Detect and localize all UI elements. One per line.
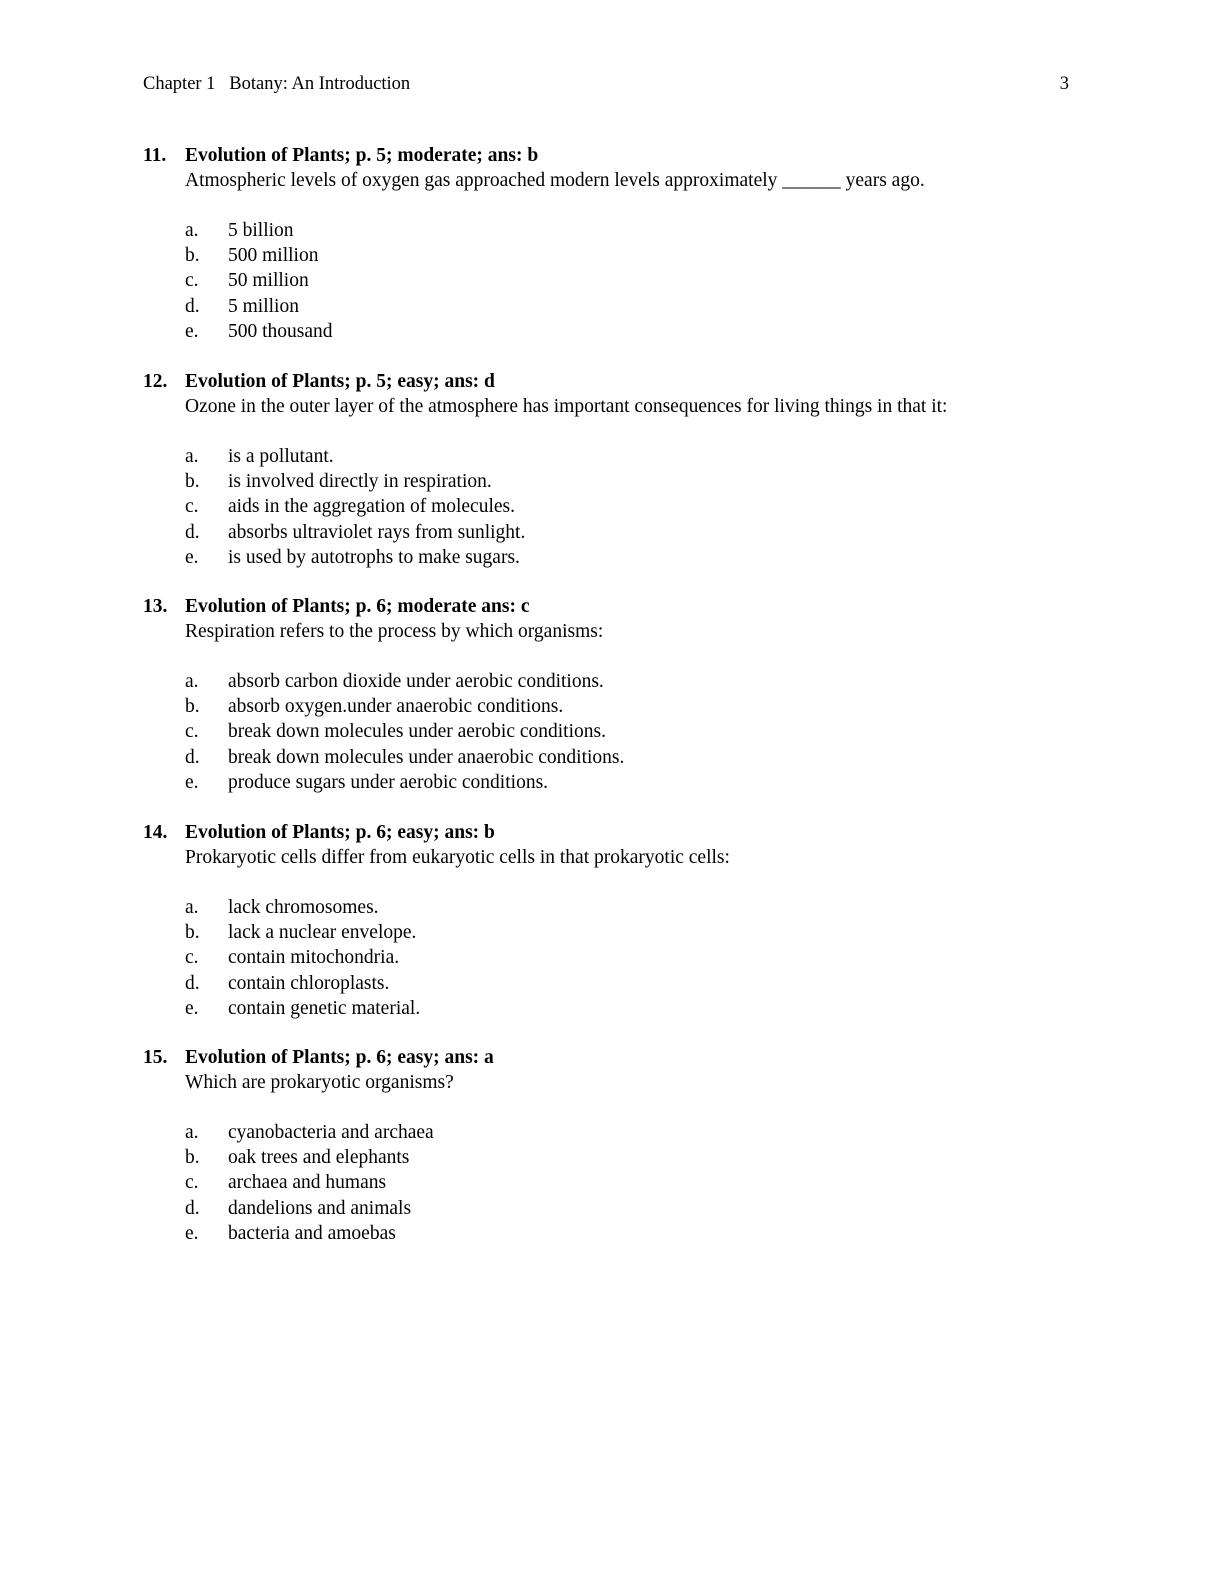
option-letter: e. — [185, 997, 199, 1019]
answer-option — [143, 494, 1083, 519]
answer-option — [143, 319, 1083, 344]
question-number: 15. — [143, 1047, 168, 1068]
answer-options — [143, 444, 1083, 570]
answer-option — [143, 971, 1083, 996]
chapter-title: Chapter 1 Botany: An Introduction — [143, 74, 411, 94]
option-letter: c. — [185, 947, 199, 969]
question-stem: Respiration refers to the process by which organisms: — [185, 621, 604, 642]
option-text: absorb oxygen.under anaerobic conditions. — [228, 696, 564, 718]
question-14 — [143, 820, 1083, 1021]
option-text: is used by autotrophs to make sugars. — [228, 546, 520, 568]
option-text: dandelions and animals — [228, 1197, 412, 1219]
option-text: lack chromosomes. — [228, 897, 379, 918]
option-text: absorb carbon dioxide under aerobic conditions. — [228, 671, 604, 692]
question-15 — [143, 1045, 1083, 1246]
question-header — [143, 594, 1083, 619]
answer-options — [143, 218, 1083, 344]
option-text: contain genetic material. — [228, 997, 421, 1019]
option-text: 500 million — [228, 245, 319, 267]
option-letter: a. — [185, 446, 199, 467]
option-text: is a pollutant. — [228, 446, 334, 467]
answer-option — [143, 895, 1083, 920]
answer-options — [143, 1120, 1083, 1246]
option-text: archaea and humans — [228, 1172, 387, 1194]
option-text: is involved directly in respiration. — [228, 471, 492, 493]
option-letter: d. — [185, 972, 200, 994]
option-letter: c. — [185, 1172, 199, 1194]
option-text: 5 million — [228, 295, 299, 317]
question-meta: Evolution of Plants; p. 5; easy; ans: d — [185, 371, 495, 392]
question-number: 12. — [143, 371, 168, 392]
answer-option — [143, 719, 1083, 744]
option-letter: e. — [185, 546, 199, 568]
answer-options — [143, 669, 1083, 795]
option-letter: e. — [185, 320, 199, 342]
question-header — [143, 1045, 1083, 1070]
option-text: lack a nuclear envelope. — [228, 922, 417, 944]
option-text: contain chloroplasts. — [228, 972, 390, 994]
answer-option — [143, 1221, 1083, 1246]
option-letter: d. — [185, 1197, 200, 1219]
question-stem: Ozone in the outer layer of the atmosphere has important consequences for living things in that it: — [185, 396, 948, 417]
answer-option — [143, 669, 1083, 694]
answer-option — [143, 243, 1083, 268]
answer-option — [143, 920, 1083, 945]
option-letter: d. — [185, 521, 200, 543]
question-13 — [143, 594, 1083, 795]
answer-option — [143, 444, 1083, 469]
answer-option — [143, 945, 1083, 970]
answer-option — [143, 545, 1083, 570]
option-letter: c. — [185, 270, 199, 292]
option-letter: c. — [185, 721, 199, 743]
question-header — [143, 143, 1083, 168]
question-stem: Prokaryotic cells differ from eukaryotic cells in that prokaryotic cells: — [185, 847, 730, 868]
option-letter: a. — [185, 220, 199, 241]
question-meta: Evolution of Plants; p. 6; easy; ans: b — [185, 822, 495, 843]
page-number: 3 — [1059, 74, 1069, 94]
option-letter: e. — [185, 1222, 199, 1244]
answer-option — [143, 770, 1083, 795]
option-letter: d. — [185, 746, 200, 768]
question-meta: Evolution of Plants; p. 6; easy; ans: a — [185, 1047, 494, 1068]
option-letter: a. — [185, 897, 199, 918]
option-text: 50 million — [228, 270, 309, 292]
option-letter: e. — [185, 771, 199, 793]
option-letter: a. — [185, 1122, 199, 1143]
option-text: produce sugars under aerobic conditions. — [228, 771, 549, 793]
question-meta: Evolution of Plants; p. 6; moderate ans: c — [185, 596, 530, 617]
question-header — [143, 820, 1083, 845]
answer-option — [143, 1170, 1083, 1195]
answer-option — [143, 1196, 1083, 1221]
option-letter: a. — [185, 671, 199, 692]
option-text: oak trees and elephants — [228, 1147, 410, 1169]
answer-option — [143, 694, 1083, 719]
option-letter: b. — [185, 1147, 200, 1169]
option-letter: b. — [185, 922, 200, 944]
option-text: absorbs ultraviolet rays from sunlight. — [228, 521, 526, 543]
answer-options — [143, 895, 1083, 1021]
answer-option — [143, 745, 1083, 770]
option-letter: b. — [185, 245, 200, 267]
option-letter: b. — [185, 696, 200, 718]
option-text: break down molecules under anaerobic conditions. — [228, 746, 625, 768]
option-text: 5 billion — [228, 220, 294, 241]
option-text: contain mitochondria. — [228, 947, 400, 969]
option-letter: b. — [185, 471, 200, 493]
option-letter: d. — [185, 295, 200, 317]
question-11 — [143, 143, 1083, 344]
question-header — [143, 369, 1083, 394]
option-text: bacteria and amoebas — [228, 1222, 396, 1244]
answer-option — [143, 469, 1083, 494]
answer-option — [143, 294, 1083, 319]
page-header — [143, 72, 1069, 96]
answer-option — [143, 996, 1083, 1021]
answer-option — [143, 520, 1083, 545]
question-stem: Atmospheric levels of oxygen gas approached modern levels approximately ______ years ago. — [185, 170, 925, 191]
option-text: aids in the aggregation of molecules. — [228, 496, 515, 518]
answer-option — [143, 1145, 1083, 1170]
question-12 — [143, 369, 1083, 570]
answer-option — [143, 268, 1083, 293]
answer-option — [143, 1120, 1083, 1145]
question-number: 14. — [143, 822, 168, 843]
option-text: 500 thousand — [228, 320, 333, 342]
question-number: 13. — [143, 596, 168, 617]
option-text: break down molecules under aerobic conditions. — [228, 721, 606, 743]
question-meta: Evolution of Plants; p. 5; moderate; ans: b — [185, 145, 539, 166]
option-letter: c. — [185, 496, 199, 518]
question-stem: Which are prokaryotic organisms? — [185, 1072, 454, 1093]
answer-option — [143, 218, 1083, 243]
question-number: 11. — [143, 145, 167, 166]
option-text: cyanobacteria and archaea — [228, 1122, 434, 1143]
